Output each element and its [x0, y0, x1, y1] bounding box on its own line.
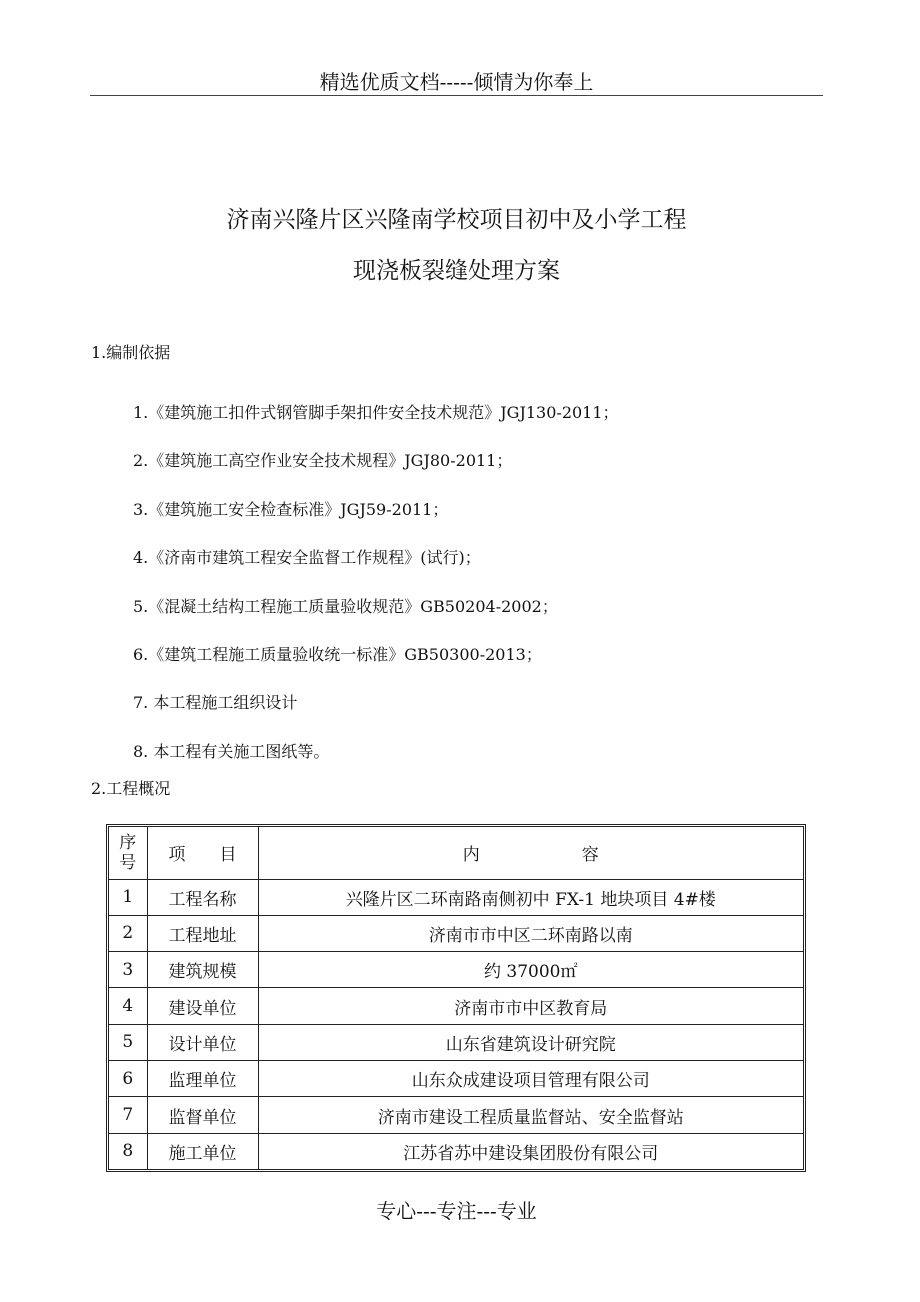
page-header: 精选优质文档-----倾情为你奉上: [319, 70, 594, 94]
document-subtitle: 现浇板裂缝处理方案: [353, 258, 560, 284]
page-footer: 专心---专注---专业: [376, 1199, 537, 1223]
header-divider: [90, 95, 823, 96]
cell-item: 监督单位: [147, 1097, 258, 1133]
cell-content: 江苏省苏中建设集团股份有限公司: [258, 1133, 803, 1169]
reference-list: [133, 401, 619, 788]
list-item: 7. 本工程施工组织设计: [133, 693, 298, 713]
cell-item: 工程名称: [147, 879, 258, 915]
header-no-bottom: 号: [119, 852, 137, 873]
list-item: 1.《建筑施工扣件式钢管脚手架扣件安全技术规范》JGJ130-2011；: [133, 403, 619, 422]
section-heading-overview: 2.工程概况: [91, 779, 171, 798]
document-title: 济南兴隆片区兴隆南学校项目初中及小学工程: [226, 207, 687, 233]
header-content: 内 容: [258, 827, 803, 879]
list-item: 2.《建筑施工高空作业安全技术规程》JGJ80-2011；: [133, 451, 513, 471]
header-item: 项 目: [147, 827, 258, 879]
table-row: [109, 1133, 803, 1169]
list-item: 3.《建筑施工安全检查标准》JGJ59-2011；: [133, 499, 449, 519]
cell-no: 8: [109, 1133, 147, 1169]
table-row: [109, 1061, 803, 1097]
overview-table: [109, 827, 803, 1169]
table-row: [109, 952, 803, 988]
cell-no: 5: [109, 1024, 147, 1060]
cell-no: 4: [109, 988, 147, 1024]
table-row: [109, 988, 803, 1024]
cell-item: 监理单位: [147, 1061, 258, 1097]
cell-item: 工程地址: [147, 915, 258, 951]
cell-content: 山东省建筑设计研究院: [258, 1024, 803, 1060]
section-heading-basis: 1.编制依据: [91, 343, 171, 362]
cell-item: 建设单位: [147, 988, 258, 1024]
cell-content: 济南市市中区二环南路以南: [258, 915, 803, 951]
list-item: 5.《混凝土结构工程施工质量验收规范》GB50204-2002；: [133, 596, 558, 616]
list-item: 8. 本工程有关施工图纸等。: [133, 741, 330, 761]
cell-content: 约 37000㎡: [258, 952, 803, 988]
list-item: 6.《建筑工程施工质量验收统一标准》GB50300-2013；: [133, 644, 542, 664]
cell-content: 山东众成建设项目管理有限公司: [258, 1061, 803, 1097]
cell-item: 施工单位: [147, 1133, 258, 1169]
cell-no: 7: [109, 1097, 147, 1133]
cell-no: 6: [109, 1061, 147, 1097]
cell-item: 建筑规模: [147, 952, 258, 988]
cell-content: 济南市建设工程质量监督站、安全监督站: [258, 1097, 803, 1133]
project-overview-table: [106, 824, 806, 1172]
table-row: [109, 1097, 803, 1133]
cell-no: 2: [109, 915, 147, 951]
header-no: [109, 827, 147, 879]
table-row: [109, 879, 803, 915]
table-header-row: [109, 827, 803, 879]
cell-content: 兴隆片区二环南路南侧初中 FX-1 地块项目 4#楼: [258, 879, 803, 915]
header-no-top: 序: [119, 832, 137, 853]
cell-no: 1: [109, 879, 147, 915]
list-item: 4.《济南市建筑工程安全监督工作规程》(试行)；: [133, 548, 481, 568]
cell-content: 济南市市中区教育局: [258, 988, 803, 1024]
table-row: [109, 915, 803, 951]
table-row: [109, 1024, 803, 1060]
cell-no: 3: [109, 952, 147, 988]
cell-item: 设计单位: [147, 1024, 258, 1060]
